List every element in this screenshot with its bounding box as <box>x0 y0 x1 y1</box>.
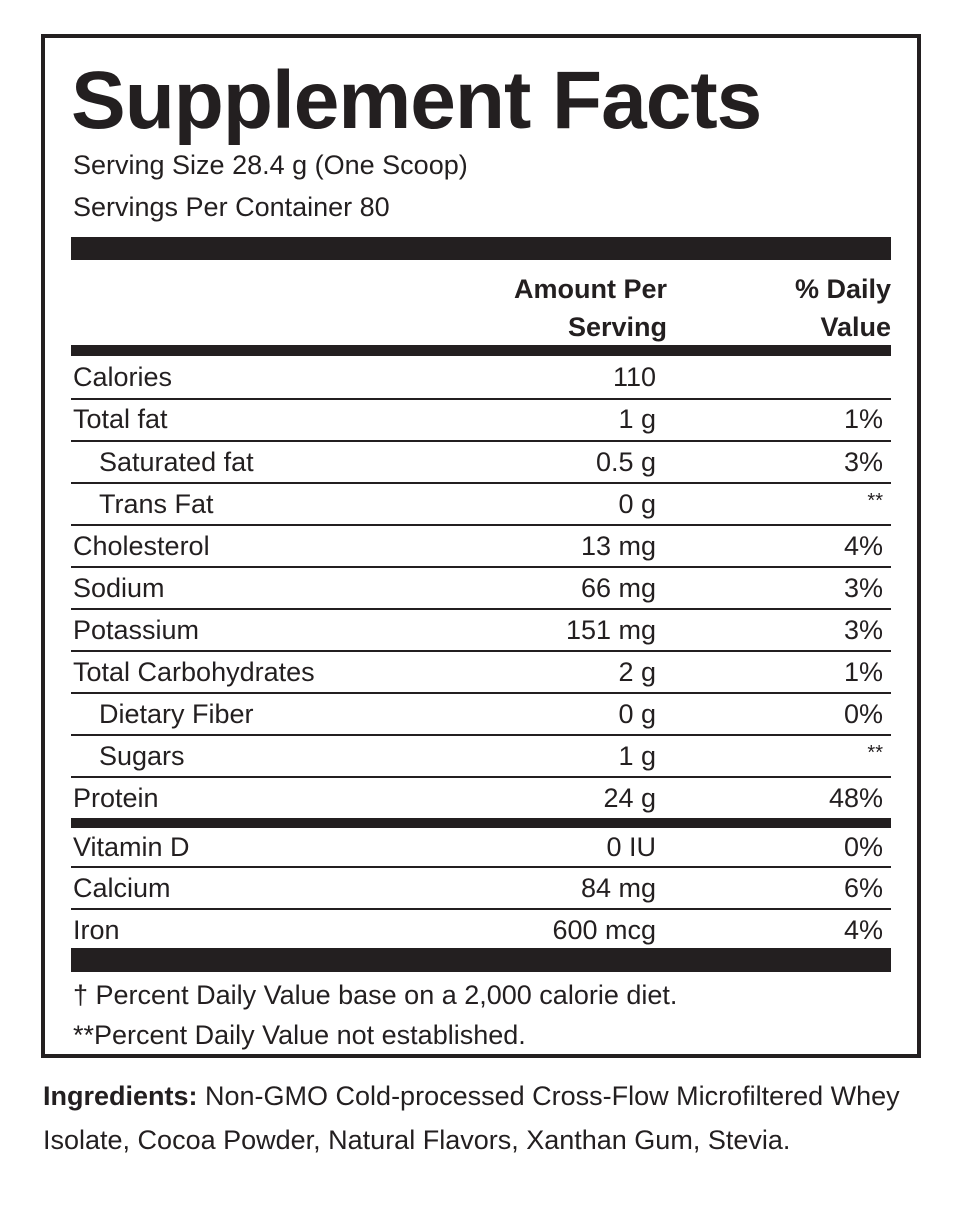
nutrient-row-dietary-fiber <box>71 693 891 735</box>
nutrient-name: Sodium <box>73 573 165 603</box>
header-divider-bar <box>71 345 891 356</box>
ingredients-text: Non-GMO Cold-processed Cross-Flow Microfiltered Whey Isolate, Cocoa Powder, Natural Flavors, Xanthan Gum, Stevia. <box>43 1081 900 1155</box>
nutrient-name: Sugars <box>99 741 185 771</box>
nutrient-amount: 151 mg <box>565 615 656 645</box>
nutrient-row-protein <box>71 777 891 819</box>
nutrient-amount: 24 g <box>603 783 656 813</box>
nutrient-amount: 0.5 g <box>595 447 656 477</box>
nutrient-amount: 0 g <box>618 489 656 519</box>
nutrient-amount: 2 g <box>618 657 656 687</box>
nutrient-name: Trans Fat <box>99 489 214 519</box>
amount-per-serving-header <box>447 270 667 346</box>
nutrient-name: Vitamin D <box>73 832 190 862</box>
nutrient-daily-value: 3% <box>843 573 883 603</box>
nutrient-daily-value: ** <box>867 490 883 512</box>
nutrient-row-sugars <box>71 735 891 777</box>
nutrient-daily-value: 3% <box>843 447 883 477</box>
top-divider-bar <box>71 237 891 260</box>
ingredients-label: Ingredients: <box>43 1081 198 1111</box>
footnote-not-established: **Percent Daily Value not established. <box>73 1020 526 1050</box>
amount-header-line2: Serving <box>567 312 667 342</box>
servings-per-container: Servings Per Container 80 <box>73 192 390 222</box>
nutrient-row-calcium <box>71 867 891 909</box>
nutrient-daily-value: 1% <box>843 657 883 687</box>
bottom-divider-bar <box>71 948 891 972</box>
nutrient-row-total-carbohydrates <box>71 651 891 693</box>
nutrient-name: Calories <box>73 362 173 392</box>
nutrient-row-potassium <box>71 609 891 651</box>
nutrient-amount: 66 mg <box>580 573 656 603</box>
nutrient-name: Calcium <box>73 873 171 903</box>
nutrient-amount: 13 mg <box>580 531 656 561</box>
nutrient-name: Cholesterol <box>73 531 210 561</box>
nutrient-row-iron <box>71 909 891 951</box>
serving-size: Serving Size 28.4 g (One Scoop) <box>73 150 468 180</box>
nutrient-amount: 110 <box>612 362 656 392</box>
nutrient-amount: 1 g <box>618 741 656 771</box>
nutrient-row-total-fat <box>71 398 891 440</box>
nutrient-daily-value: 3% <box>843 615 883 645</box>
nutrient-amount: 1 g <box>618 404 656 434</box>
nutrient-row-calories <box>71 356 891 398</box>
nutrient-amount: 0 IU <box>606 832 656 862</box>
dv-header-line2: Value <box>820 312 891 342</box>
nutrient-name: Dietary Fiber <box>99 699 254 729</box>
nutrient-name: Total fat <box>73 404 168 434</box>
nutrient-amount: 0 g <box>618 699 656 729</box>
supplement-facts-panel <box>41 34 921 1058</box>
nutrient-name: Iron <box>73 915 120 945</box>
nutrient-daily-value: 0% <box>843 832 883 862</box>
nutrient-daily-value: 48% <box>828 783 883 813</box>
dv-header-line1: % Daily <box>794 274 891 304</box>
nutrient-daily-value: 4% <box>843 531 883 561</box>
nutrient-row-saturated-fat <box>71 441 891 483</box>
nutrient-daily-value: 4% <box>843 915 883 945</box>
footnote-daily-value-basis: † Percent Daily Value base on a 2,000 calorie diet. <box>73 980 678 1010</box>
nutrient-daily-value: 0% <box>843 699 883 729</box>
nutrient-name: Saturated fat <box>99 447 254 477</box>
nutrient-amount: 84 mg <box>580 873 656 903</box>
nutrient-daily-value: 1% <box>843 404 883 434</box>
nutrient-row-trans-fat <box>71 483 891 525</box>
nutrient-daily-value: 6% <box>843 873 883 903</box>
ingredients-statement <box>43 1074 943 1162</box>
nutrient-name: Protein <box>73 783 159 813</box>
nutrient-row-sodium <box>71 567 891 609</box>
nutrient-row-vitamin-d <box>71 826 891 868</box>
daily-value-header <box>731 270 891 346</box>
nutrient-row-cholesterol <box>71 525 891 567</box>
panel-title: Supplement Facts <box>71 55 762 146</box>
nutrient-name: Total Carbohydrates <box>73 657 315 687</box>
nutrient-name: Potassium <box>73 615 200 645</box>
nutrient-daily-value: ** <box>867 742 883 764</box>
amount-header-line1: Amount Per <box>513 274 667 304</box>
nutrient-amount: 600 mcg <box>552 915 656 945</box>
